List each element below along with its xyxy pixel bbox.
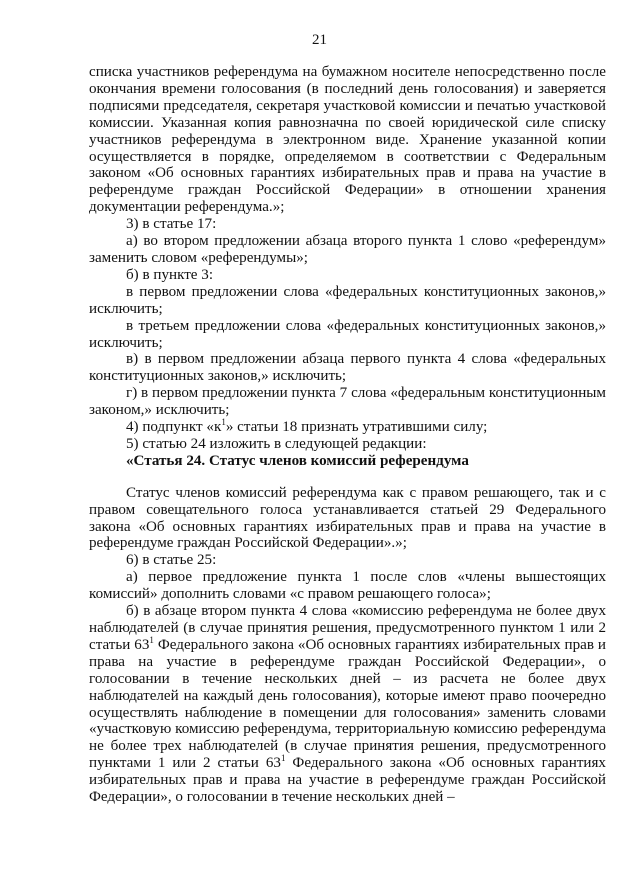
text-run: Федерального закона «Об основных гарантиях избирательных прав и права на участие в референдуме граждан Российской Федерации», о голосовании в течение нескольких дней – из расчета не более двух наблюдателей на каждый день голосования), которые имеют право поочередно осуществлять наблюдение в помещении для голосования» заменить словами «участковую комиссию референдума, территориальную комиссию референдума не более трех наблюдателей (в случае принятия решения, предусмотренного пунктами 1 или 2 статьи 63	[89, 636, 607, 772]
paragraph	[89, 419, 606, 436]
superscript: 1	[221, 417, 226, 428]
paragraph: а) первое предложение пункта 1 после слов «члены вышестоящих комиссий» дополнить словами «с правом решающего голоса»;	[89, 569, 606, 603]
paragraph: в третьем предложении слова «федеральных конституционных законов,» исключить;	[89, 317, 606, 351]
page-number: 21	[312, 32, 327, 48]
superscript: 1	[149, 634, 154, 645]
spacer	[89, 470, 606, 485]
paragraph: Статус членов комиссий референдума как с правом решающего, так и с правом совещательного голоса устанавливается статьей 29 Федерального закона «Об основных гарантиях избирательных прав и права на участие в референдуме граждан Российской Федерации».»;	[89, 484, 606, 552]
paragraph: 5) статью 24 изложить в следующей редакции:	[126, 435, 427, 452]
paragraph: в первом предложении слова «федеральных конституционных законов,» исключить;	[89, 283, 606, 317]
paragraph: в) в первом предложении абзаца первого пункта 4 слова «федеральных конституционных законов,» исключить;	[89, 351, 606, 385]
paragraph: 6) в статье 25:	[126, 552, 217, 569]
paragraph: б) в пункте 3:	[126, 266, 214, 283]
text-run: 4) подпункт «к	[126, 419, 222, 436]
paragraph: 3) в статье 17:	[126, 216, 217, 233]
paragraph	[89, 603, 606, 806]
text-run: Федерального закона «Об основных гарантиях избирательных прав и права на участие в референдуме граждан Российской Федерации», о голосовании в течение нескольких дней –	[89, 755, 606, 806]
paragraph: а) во втором предложении абзаца второго пункта 1 слово «референдум» заменить словом «референдумы»;	[89, 233, 606, 266]
text-run: б) в абзаце втором пункта 4 слова «комиссию референдума не более двух наблюдателей (в случае принятия решения, предусмотренного пунктом 1 или 2 статьи 63	[89, 603, 606, 653]
article-heading: «Статья 24. Статус членов комиссий референдума	[126, 452, 469, 469]
document-body	[89, 64, 606, 806]
paragraph: списка участников референдума на бумажном носителе непосредственно после окончания времени голосования (в последний день голосования) и заверяется подписями председателя, секретаря участковой комиссии и печатью участковой комиссии. Указанная копия равнозначна по своей юридической силе списку участников референдума в электронном виде. Хранение указанной копии осуществляется в порядке, определяемом в соответствии с Федеральным законом «Об основных гарантиях избирательных прав и права на участие в референдуме граждан Российской Федерации» в отношении хранения документации референдума.»;	[89, 64, 606, 216]
text-run: » статьи 18 признать утратившими силу;	[225, 419, 488, 436]
superscript: 1	[280, 753, 286, 764]
paragraph: г) в первом предложении пункта 7 слова «федеральным конституционным законом,» исключить;	[89, 385, 606, 419]
